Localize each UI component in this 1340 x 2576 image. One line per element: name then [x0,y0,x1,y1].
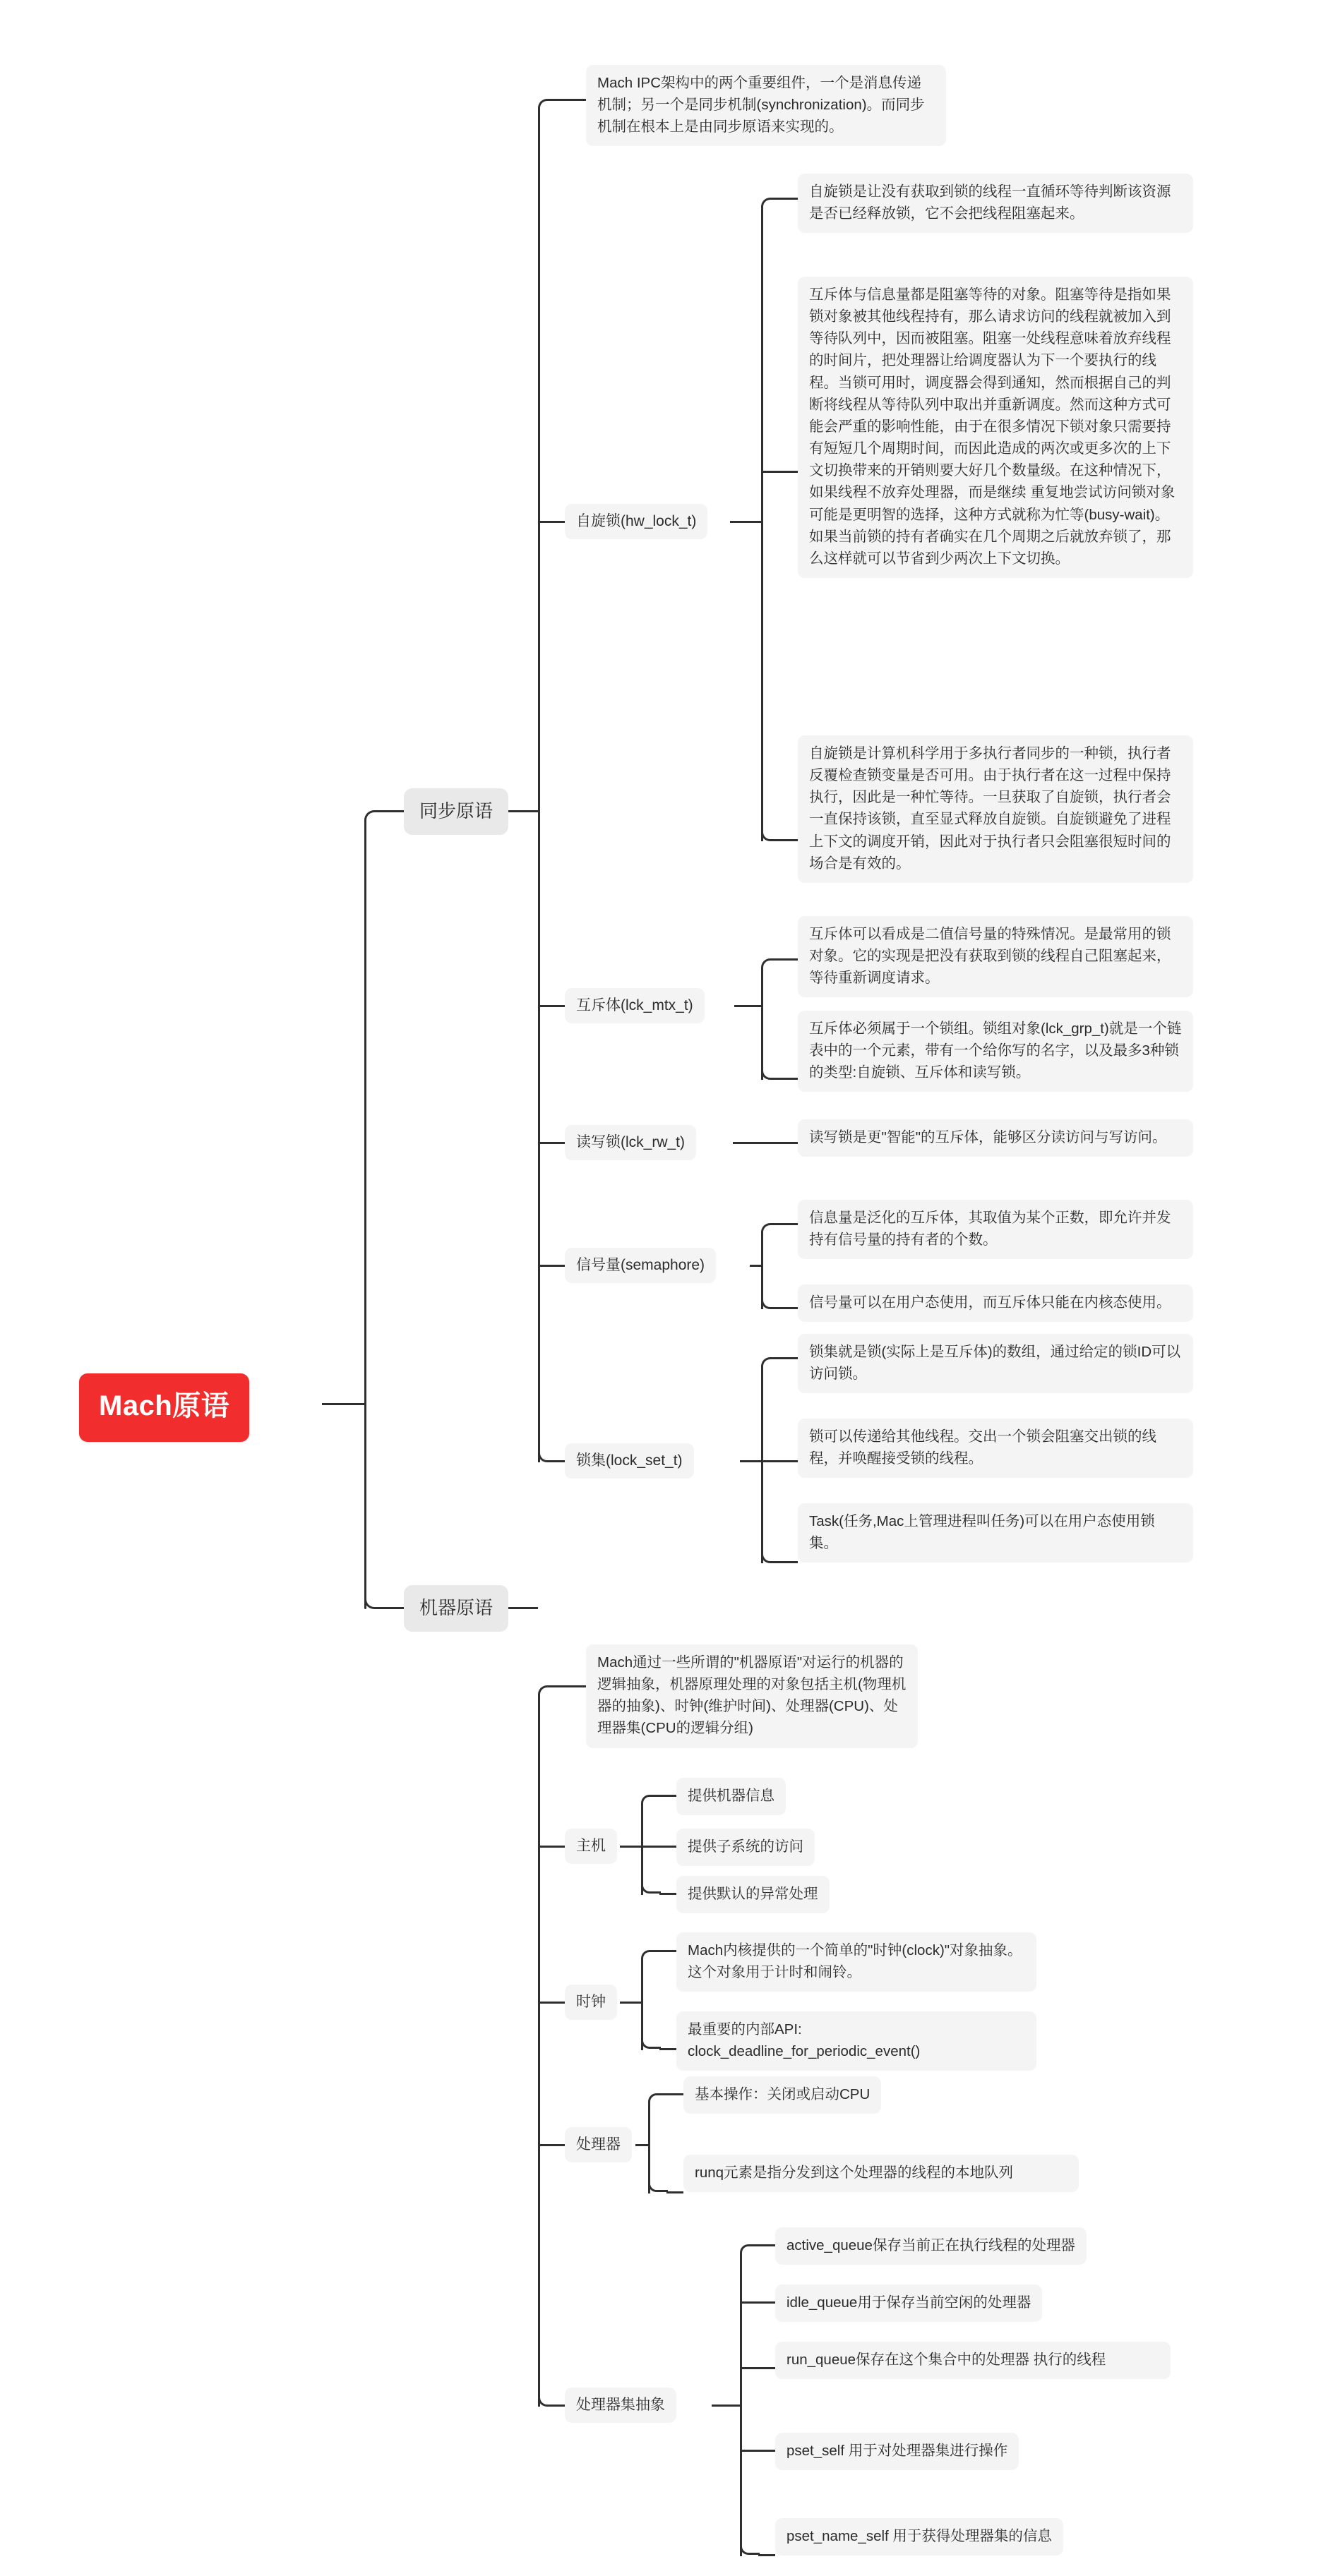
note-clock-1[interactable]: Mach内核提供的一个简单的"时钟(clock)"对象抽象。这个对象用于计时和闹铃。 [676,1932,1036,1992]
child-node-pset[interactable]: 处理器集抽象 [565,2388,676,2423]
connector-elbow-host-n3 [641,1874,661,1894]
root-node[interactable]: Mach原语 [79,1373,249,1442]
connector-elbow-spinlock-n3 [761,820,782,841]
connector-stub-clock-n2 [659,2048,676,2050]
connector-pset-spine [740,2253,742,2556]
connector-stub-spinlock-n3 [781,839,798,841]
note-spinlock-2[interactable]: 互斥体与信息量都是阻塞等待的对象。阻塞等待是指如果锁对象被其他线程持有，那么请求访问的线程就被加入到等待队列中，因而被阻塞。阻塞一处线程意味着放弃线程的时间片，把处理器让给调度器认为下一个要执行的线程。当锁可用时，调度器会得到通知，然而根据自己的判断将线程从等待队列中取出并重新调度。然而这种方式可能会严重的影响性能，由于在很多情况下锁对象只需要持有短短几个周期时间，而因此造成的两次或更多次的上下文切换带来的开销则要大好几个数量级。在这种情况下，如果线程不放弃处理器，而是继续 重复地尝试访问锁对象可能是更明智的选择，这种方式就称为忙等(busy-wait)。如果当前锁的持有者确实在几个周期之后就放弃锁了，那么这样就可以节省到少两次上下文切换。 [798,277,1193,578]
connector-elbow-ls-n3 [761,1542,782,1563]
note-machine-intro[interactable]: Mach通过一些所谓的"机器原语"对运行的机器的逻辑抽象，机器原理处理的对象包括主机(物理机器的抽象)、时钟(维护时间)、处理器(CPU)、处理器集(CPU的逻辑分组) [586,1644,918,1748]
note-spinlock-3[interactable]: 自旋锁是计算机科学用于多执行者同步的一种锁，执行者反覆检查锁变量是否可用。由于执行者在这一过程中保持执行，因此是一种忙等待。一旦获取了自旋锁，执行者会一直保持该锁，直至显式释放自旋锁。自旋锁避免了进程上下文的调度开销，因此对于执行者只会阻塞很短时间的场合是有效的。 [798,735,1193,883]
connector-elbow-clock-n2 [641,2029,661,2049]
connector-stub-pset-n5 [758,2554,775,2556]
connector-elbow-machine [364,1585,388,1609]
connector-stub-semaphore [538,1265,565,1267]
connector-semaphore-out [750,1265,761,1267]
connector-stub-clock-n1 [659,1950,676,1952]
connector-stub-spinlock-n2 [761,471,798,473]
connector-lockset-out [740,1460,761,1462]
connector-stub-spinlock-n1 [781,198,798,200]
note-semaphore-2[interactable]: 信号量可以在用户态使用，而互斥体只能在内核态使用。 [798,1284,1193,1322]
child-node-processor[interactable]: 处理器 [565,2127,632,2162]
connector-elbow-sync-intro [538,99,559,120]
note-mutex-2[interactable]: 互斥体必须属于一个锁组。锁组对象(lck_grp_t)就是一个链表中的一个元素，带有一个给你写的名字，以及最多3种锁的类型:自旋锁、互斥体和读写锁。 [798,1011,1193,1092]
connector-stub-machine-intro [558,1685,586,1687]
connector-spinlock-spine [761,206,763,841]
connector-elbow-ls-n1 [761,1357,782,1378]
connector-sync-spine [538,107,540,1462]
child-node-clock[interactable]: 时钟 [565,1985,617,2020]
note-pset-2[interactable]: idle_queue用于保存当前空闲的处理器 [775,2285,1042,2322]
connector-elbow-machine-intro [538,1685,559,1707]
connector-to-sync [387,810,404,812]
connector-stub-ls-n3 [781,1561,798,1563]
connector-stub-mutex-n1 [781,958,798,961]
connector-elbow-proc-n2 [648,2172,668,2192]
connector-elbow-pset-n1 [740,2244,760,2264]
note-host-3[interactable]: 提供默认的异常处理 [676,1876,830,1913]
connector-elbow-sync [364,810,388,834]
child-node-spinlock[interactable]: 自旋锁(hw_lock_t) [565,504,707,539]
note-mutex-1[interactable]: 互斥体可以看成是二值信号量的特殊情况。是最常用的锁对象。它的实现是把没有获取到锁的线程自己阻塞起来，等待重新调度请求。 [798,916,1193,997]
connector-stub-spinlock [538,521,565,523]
note-processor-1[interactable]: 基本操作：关闭或启动CPU [683,2076,881,2114]
connector-stub-host-n2 [641,1846,676,1848]
connector-elbow-pset [538,2385,559,2407]
connector-stub-pset-n3 [740,2367,775,2369]
connector-elbow-host-n1 [641,1795,661,1814]
branch-node-machine[interactable]: 机器原语 [404,1585,508,1632]
note-lockset-2[interactable]: 锁可以传递给其他线程。交出一个锁会阻塞交出锁的线程，并唤醒接受锁的线程。 [798,1419,1193,1478]
child-node-lockset[interactable]: 锁集(lock_set_t) [565,1443,694,1479]
connector-elbow-pset-n5 [740,2535,760,2555]
connector-stub-host [538,1846,565,1848]
connector-stub-pset-n1 [758,2244,775,2246]
connector-spinlock-out [730,521,761,523]
connector-stub-ls-n1 [781,1357,798,1359]
note-host-1[interactable]: 提供机器信息 [676,1778,786,1815]
connector-machine-spine [538,1694,540,2407]
connector-elbow-proc-n1 [648,2093,668,2113]
note-pset-4[interactable]: pset_self 用于对处理器集进行操作 [775,2433,1019,2470]
connector-stub-mutex [538,1005,565,1007]
connector-elbow-sem-n2 [761,1288,782,1309]
connector-stub-sem-n1 [781,1223,798,1225]
connector-stub-processor [538,2144,565,2146]
note-pset-1[interactable]: active_queue保存当前正在执行线程的处理器 [775,2227,1087,2265]
connector-rwlock-out [733,1142,798,1144]
note-processor-2[interactable]: runq元素是指分发到这个处理器的线程的本地队列 [683,2155,1079,2192]
branch-node-sync[interactable]: 同步原语 [404,788,508,835]
connector-pset-out [712,2405,740,2407]
connector-elbow-lockset [538,1441,559,1462]
connector-clock-out [620,2002,641,2004]
connector-lockset-spine [761,1366,763,1563]
connector-stub-sem-n2 [781,1307,798,1309]
connector-stub-ls-n2 [761,1460,798,1462]
connector-mutex-out [734,1005,761,1007]
note-rwlock-1[interactable]: 读写锁是更"智能"的互斥体，能够区分读访问与写访问。 [798,1119,1193,1157]
connector-stub-pset-n4 [740,2450,775,2452]
connector-stub-proc-n1 [666,2093,683,2095]
connector-elbow-spinlock-n1 [761,198,782,219]
connector-main-spine [364,819,366,1609]
note-clock-2[interactable]: 最重要的内部API: clock_deadline_for_periodic_event() [676,2011,1036,2071]
connector-stub-proc-n2 [666,2191,683,2193]
connector-stub-mutex-n2 [781,1078,798,1080]
connector-stub-pset-n2 [740,2301,775,2304]
child-node-host[interactable]: 主机 [565,1829,617,1864]
connector-root-out [322,1403,364,1405]
connector-stub-sync-intro [558,99,586,101]
connector-elbow-sem-n1 [761,1223,782,1244]
connector-elbow-mutex-n2 [761,1059,782,1080]
connector-elbow-clock-n1 [641,1950,661,1970]
note-pset-5[interactable]: pset_name_self 用于获得处理器集的信息 [775,2518,1063,2556]
note-spinlock-1[interactable]: 自旋锁是让没有获取到锁的线程一直循环等待判断该资源是否已经释放锁，它不会把线程阻塞起来。 [798,174,1193,233]
connector-stub-rwlock [538,1142,565,1144]
note-pset-3[interactable]: run_queue保存在这个集合中的处理器 执行的线程 [775,2342,1171,2379]
note-lockset-1[interactable]: 锁集就是锁(实际上是互斥体)的数组，通过给定的锁ID可以访问锁。 [798,1334,1193,1393]
note-sync-intro[interactable]: Mach IPC架构中的两个重要组件，一个是消息传递机制；另一个是同步机制(synchronization)。而同步机制在根本上是由同步原语来实现的。 [586,65,946,146]
note-lockset-3[interactable]: Task(任务,Mac上管理进程叫任务)可以在用户态使用锁集。 [798,1503,1193,1563]
child-node-mutex[interactable]: 互斥体(lck_mtx_t) [565,988,705,1023]
connector-stub-host-n1 [659,1795,676,1797]
connector-elbow-mutex-n1 [761,958,782,980]
connector-host-out [620,1846,641,1848]
child-node-semaphore[interactable]: 信号量(semaphore) [565,1248,716,1283]
note-host-2[interactable]: 提供子系统的访问 [676,1829,815,1866]
child-node-rwlock[interactable]: 读写锁(lck_rw_t) [565,1125,696,1160]
note-semaphore-1[interactable]: 信息量是泛化的互斥体，其取值为某个正数，即允许并发持有信号量的持有者的个数。 [798,1200,1193,1259]
connector-stub-clock [538,2002,565,2004]
connector-to-machine [387,1607,404,1609]
connector-processor-out [635,2144,648,2146]
connector-stub-host-n3 [659,1893,676,1895]
